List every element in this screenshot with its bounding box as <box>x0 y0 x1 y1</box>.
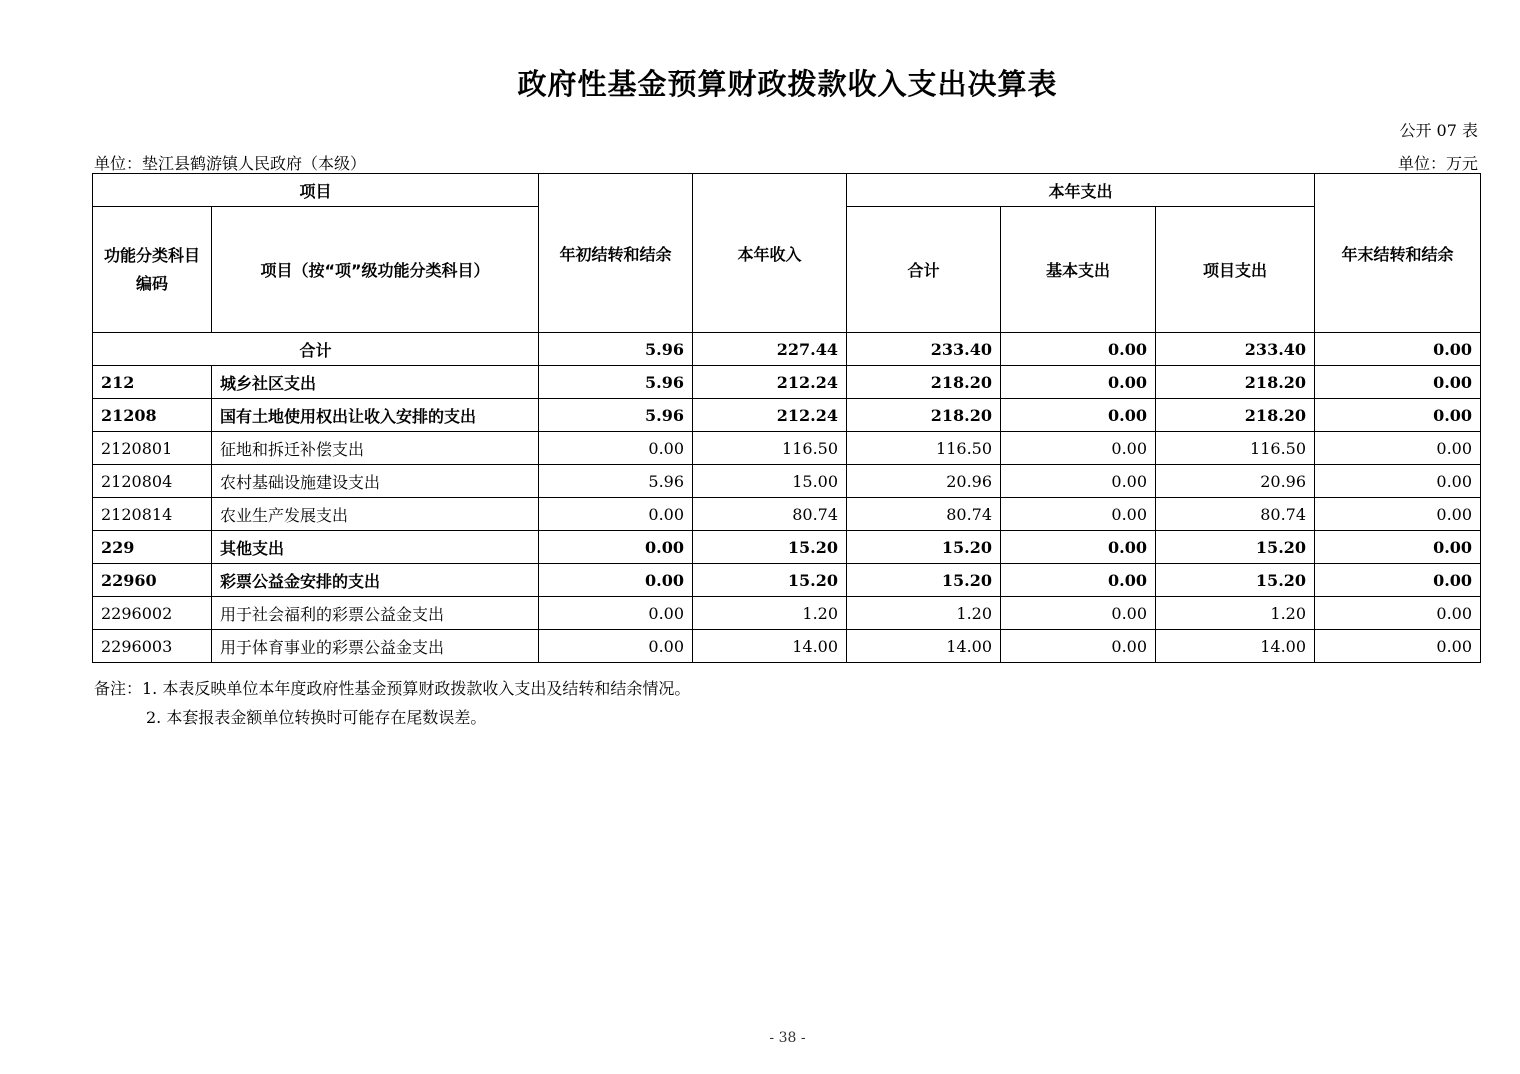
total-label: 合计 <box>93 333 539 366</box>
row-income: 212.24 <box>693 399 847 432</box>
row-end-balance: 0.00 <box>1315 366 1481 399</box>
row-end-balance: 0.00 <box>1315 531 1481 564</box>
row-end-balance: 0.00 <box>1315 399 1481 432</box>
row-expense-total: 116.50 <box>847 432 1001 465</box>
row-begin-balance: 0.00 <box>539 432 693 465</box>
header-expense-basic: 基本支出 <box>1001 207 1156 333</box>
row-project-expense: 14.00 <box>1156 630 1315 663</box>
table-row <box>93 498 1481 531</box>
row-income: 116.50 <box>693 432 847 465</box>
row-basic-expense: 0.00 <box>1001 630 1156 663</box>
form-number: 公开 07 表 <box>1399 121 1478 140</box>
row-income: 15.20 <box>693 531 847 564</box>
table-row <box>93 465 1481 498</box>
total-expense: 233.40 <box>847 333 1001 366</box>
row-project-expense: 15.20 <box>1156 531 1315 564</box>
notes <box>94 674 690 732</box>
row-name: 城乡社区支出 <box>212 366 539 399</box>
row-basic-expense: 0.00 <box>1001 399 1156 432</box>
row-code: 21208 <box>93 399 212 432</box>
row-project-expense: 218.20 <box>1156 399 1315 432</box>
row-expense-total: 218.20 <box>847 399 1001 432</box>
row-project-expense: 1.20 <box>1156 597 1315 630</box>
reporting-unit: 单位：垫江县鹤游镇人民政府（本级） <box>94 154 367 173</box>
row-name: 农村基础设施建设支出 <box>212 465 539 498</box>
row-code: 22960 <box>93 564 212 597</box>
row-end-balance: 0.00 <box>1315 465 1481 498</box>
row-begin-balance: 5.96 <box>539 465 693 498</box>
row-basic-expense: 0.00 <box>1001 432 1156 465</box>
row-name: 征地和拆迁补偿支出 <box>212 432 539 465</box>
row-begin-balance: 0.00 <box>539 531 693 564</box>
header-project: 项目 <box>93 174 539 207</box>
row-name: 国有土地使用权出让收入安排的支出 <box>212 399 539 432</box>
row-expense-total: 15.20 <box>847 531 1001 564</box>
note-line-2: 2. 本套报表金额单位转换时可能存在尾数误差。 <box>146 708 487 727</box>
total-begin-balance: 5.96 <box>539 333 693 366</box>
row-code: 2120801 <box>93 432 212 465</box>
row-expense-total: 14.00 <box>847 630 1001 663</box>
row-project-expense: 80.74 <box>1156 498 1315 531</box>
header-expense-total: 合计 <box>847 207 1001 333</box>
row-project-expense: 218.20 <box>1156 366 1315 399</box>
row-expense-total: 15.20 <box>847 564 1001 597</box>
table-row <box>93 630 1481 663</box>
header-begin-balance: 年初结转和结余 <box>539 174 693 333</box>
row-end-balance: 0.00 <box>1315 564 1481 597</box>
row-expense-total: 218.20 <box>847 366 1001 399</box>
total-row <box>93 333 1481 366</box>
row-basic-expense: 0.00 <box>1001 597 1156 630</box>
row-begin-balance: 5.96 <box>539 366 693 399</box>
row-income: 80.74 <box>693 498 847 531</box>
header-end-balance: 年末结转和结余 <box>1315 174 1481 333</box>
row-begin-balance: 5.96 <box>539 399 693 432</box>
row-end-balance: 0.00 <box>1315 630 1481 663</box>
table-row <box>93 399 1481 432</box>
table-row <box>93 564 1481 597</box>
row-code: 2296002 <box>93 597 212 630</box>
row-basic-expense: 0.00 <box>1001 465 1156 498</box>
table-row <box>93 597 1481 630</box>
row-end-balance: 0.00 <box>1315 597 1481 630</box>
total-basic-expense: 0.00 <box>1001 333 1156 366</box>
row-income: 212.24 <box>693 366 847 399</box>
total-end-balance: 0.00 <box>1315 333 1481 366</box>
row-basic-expense: 0.00 <box>1001 564 1156 597</box>
row-name: 其他支出 <box>212 531 539 564</box>
currency-unit: 单位：万元 <box>1397 154 1478 173</box>
row-name: 农业生产发展支出 <box>212 498 539 531</box>
row-code: 2120814 <box>93 498 212 531</box>
total-project-expense: 233.40 <box>1156 333 1315 366</box>
row-begin-balance: 0.00 <box>539 564 693 597</box>
row-income: 15.20 <box>693 564 847 597</box>
row-income: 14.00 <box>693 630 847 663</box>
table-row <box>93 432 1481 465</box>
row-name: 用于体育事业的彩票公益金支出 <box>212 630 539 663</box>
row-expense-total: 80.74 <box>847 498 1001 531</box>
row-name: 彩票公益金安排的支出 <box>212 564 539 597</box>
row-basic-expense: 0.00 <box>1001 531 1156 564</box>
row-name: 用于社会福利的彩票公益金支出 <box>212 597 539 630</box>
budget-table <box>92 173 1481 663</box>
row-basic-expense: 0.00 <box>1001 366 1156 399</box>
header-expense-project: 项目支出 <box>1156 207 1315 333</box>
row-project-expense: 116.50 <box>1156 432 1315 465</box>
row-income: 15.00 <box>693 465 847 498</box>
row-expense-total: 1.20 <box>847 597 1001 630</box>
page-number: - 38 - <box>769 1030 806 1046</box>
total-income: 227.44 <box>693 333 847 366</box>
table-body <box>93 333 1481 663</box>
row-income: 1.20 <box>693 597 847 630</box>
report-title: 政府性基金预算财政拨款收入支出决算表 <box>517 67 1058 101</box>
table-row <box>93 531 1481 564</box>
row-code: 2296003 <box>93 630 212 663</box>
header-name: 项目（按“项”级功能分类科目） <box>212 207 539 333</box>
row-begin-balance: 0.00 <box>539 498 693 531</box>
row-begin-balance: 0.00 <box>539 630 693 663</box>
row-project-expense: 20.96 <box>1156 465 1315 498</box>
header-expense-group: 本年支出 <box>847 174 1315 207</box>
row-begin-balance: 0.00 <box>539 597 693 630</box>
row-project-expense: 15.20 <box>1156 564 1315 597</box>
row-basic-expense: 0.00 <box>1001 498 1156 531</box>
row-code: 212 <box>93 366 212 399</box>
row-expense-total: 20.96 <box>847 465 1001 498</box>
header-income: 本年收入 <box>693 174 847 333</box>
row-end-balance: 0.00 <box>1315 498 1481 531</box>
table-row <box>93 366 1481 399</box>
row-end-balance: 0.00 <box>1315 432 1481 465</box>
row-code: 2120804 <box>93 465 212 498</box>
header-code: 功能分类科目编码 <box>93 207 212 333</box>
note-line-1: 备注：1. 本表反映单位本年度政府性基金预算财政拨款收入支出及结转和结余情况。 <box>94 679 691 698</box>
row-code: 229 <box>93 531 212 564</box>
